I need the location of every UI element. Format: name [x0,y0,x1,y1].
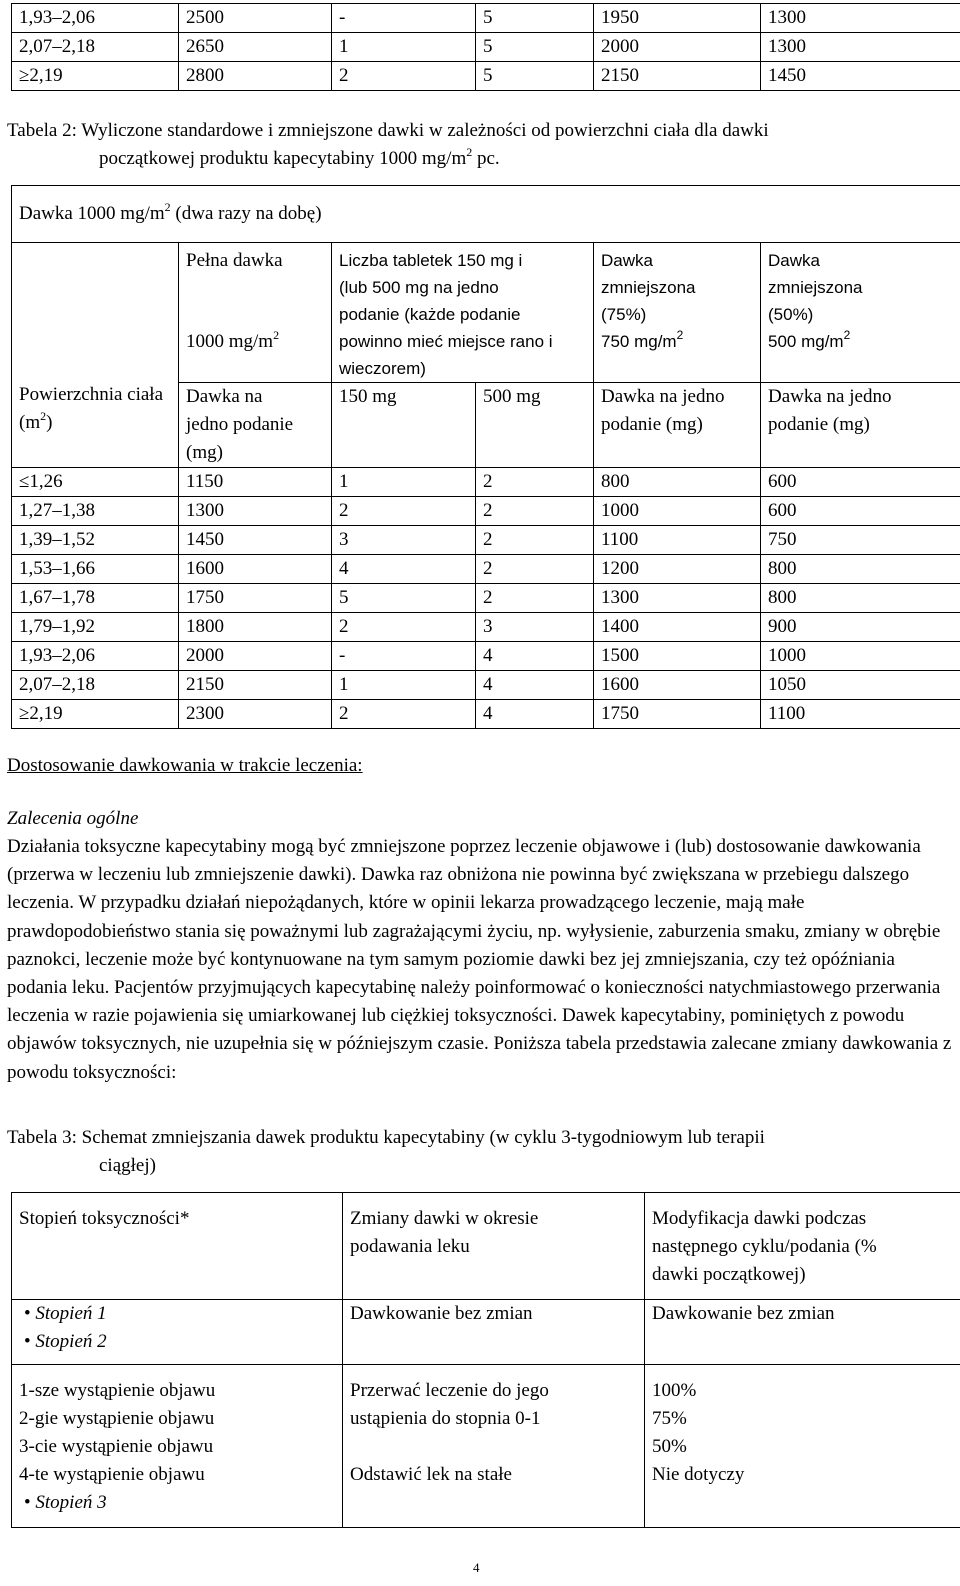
table-cell: 1300 [761,4,960,33]
page-number: 4 [473,1560,480,1575]
header-text: Pełna dawka [186,250,283,271]
table-cell: 1750 [594,700,761,729]
table-cell: 1300 [594,584,761,613]
header-text: Dawka na jedno podanie (mg) [601,386,725,435]
table-cell: 2000 [594,33,761,62]
change-cell: Dawkowanie bez zmian [343,1300,645,1365]
action-text: Odstawić lek na stałe [350,1464,512,1485]
table-cell: 2 [476,468,594,497]
caption-line [7,145,947,173]
header-text [186,328,331,356]
table-cell: 2500 [179,4,332,33]
header-bsa [12,243,179,468]
table-cell: 800 [594,468,761,497]
table-cell: 1950 [594,4,761,33]
table-cell: 2 [476,555,594,584]
header-text: ) [46,412,53,433]
percent: 100% [652,1380,697,1401]
table-cell: 2800 [179,62,332,91]
table-cell: 1450 [761,62,960,91]
table-cell: 1,39–1,52 [12,526,179,555]
header-150mg: 150 mg [332,383,476,468]
table1-continuation [11,3,960,91]
header-modification [645,1193,960,1300]
table-cell: 1200 [594,555,761,584]
header-text: Modyfikacja dawki podczas następnego cyklu/podania (% dawki początkowej) [652,1208,877,1285]
occurrence: 1-sze wystąpienie objawu [19,1380,216,1401]
table-cell: 1750 [179,584,332,613]
table-row [12,700,960,729]
table-cell: 1800 [179,613,332,642]
table-cell: 750 [761,526,960,555]
grade-label: Stopień 3 [35,1492,107,1513]
table-cell: 1000 [594,497,761,526]
header-row [12,243,960,383]
superscript: 2 [676,328,684,343]
table-cell: ≥2,19 [12,700,179,729]
header-changes [343,1193,645,1300]
title-text: Dawka 1000 mg/m [19,203,165,224]
table-cell: 1100 [761,700,960,729]
subheading: Zalecenia ogólne [7,808,139,829]
table-cell: ≥2,19 [12,62,179,91]
header-text [601,328,760,355]
superscript: 2 [40,408,47,423]
table-row [12,671,960,700]
header-full-dose [179,243,332,383]
table3-caption [7,1124,947,1180]
table-cell: 2650 [179,33,332,62]
body-paragraph: Działania toksyczne kapecytabiny mogą być zmniejszone poprzez leczenie objawowe i (lub) dostosowanie dawkowania (przerwa w leczeniu lub zmniejszenie dawki). Dawka raz obniżona nie powinna być zwiększana w przebiegu dalszego leczenia. W przypadku działań niepożądanych, które w opinii lekarza prowadzącego leczenie, mają małe prawdopodobieństwo stania się poważnymi lub zagrażającymi życiu, np. wyłysienie, zaburzenia smaku, zmiany w obrębie paznokci, leczenie może być kontynuowane na tym samym poziomie dawki bez jej zmniejszania, czy też opóźniania podania leku. Pacjentów przyjmujących kapecytabinę należy poinformować o konieczności natychmiastowego przerwania leczenia w razie pojawienia się umiarkowanej lub ciężkiej toksyczności. Dawek kapecytabiny, pominiętych z powodu objawów toksycznych, nie uzupełnia się w późniejszym czasie. Poniższa tabela przedstawia zalecane zmiany dawkowania z powodu toksyczności: [7,836,952,1083]
table-cell: 1400 [594,613,761,642]
table-cell: 1000 [761,642,960,671]
table-cell: 1050 [761,671,960,700]
header-row [12,1193,960,1300]
table-cell: 4 [476,700,594,729]
occurrence: 4-te wystąpienie objawu [19,1464,205,1485]
header-dose-per-75 [594,383,761,468]
table-cell: 2,07–2,18 [12,671,179,700]
table-cell: 1500 [594,642,761,671]
table-cell: 1,93–2,06 [12,4,179,33]
table-cell: 800 [761,584,960,613]
table-row [12,642,960,671]
table-cell: 2 [332,62,476,91]
table-cell: - [332,642,476,671]
bullet: • [24,1303,31,1324]
caption-text: początkowej produktu kapecytabiny 1000 mg/m [99,148,467,169]
table-cell: 2 [332,700,476,729]
header-500mg: 500 mg [476,383,594,468]
occurrence: 2-gie wystąpienie objawu [19,1408,215,1429]
grade-label: Stopień 1 [35,1303,107,1324]
table-title-row [12,186,960,243]
table-row [12,1300,960,1365]
table-cell: 2000 [179,642,332,671]
table-cell: 4 [476,642,594,671]
header-text: Dawka zmniejszona (75%) [601,251,696,324]
grade-cell [12,1300,343,1365]
table2-dose-table [11,185,960,729]
pct-cell [645,1365,960,1528]
modif-cell: Dawkowanie bez zmian [645,1300,960,1365]
table-cell: 1 [332,468,476,497]
table-cell: 1300 [761,33,960,62]
occurrence: 3-cie wystąpienie objawu [19,1436,214,1457]
table-cell: 600 [761,468,960,497]
occurrence-cell [12,1365,343,1528]
percent: 50% [652,1436,687,1457]
header-text: 500 mg/m [768,332,844,351]
table-row [12,555,960,584]
table-cell: 2 [332,613,476,642]
table-cell: 900 [761,613,960,642]
table-cell: 2150 [179,671,332,700]
header-text: Dawka zmniejszona (50%) [768,251,863,324]
table-row [12,33,960,62]
table-cell: 5 [476,4,594,33]
header-grade: Stopień toksyczności* [12,1193,343,1300]
table-cell: 1450 [179,526,332,555]
grade-label: Stopień 2 [35,1331,107,1352]
caption-line: ciągłej) [99,1155,156,1176]
header-text: 750 mg/m [601,332,677,351]
table3-dose-reduction [11,1192,960,1528]
table-cell: 1150 [179,468,332,497]
header-dose-per-50 [761,383,960,468]
table2-body [12,468,960,729]
header-dose-per [179,383,332,468]
table-cell: 1300 [179,497,332,526]
table-cell: 5 [332,584,476,613]
header-text: Powierzchnia ciała (m [19,384,164,433]
table-cell: 5 [476,33,594,62]
table-cell: 1600 [594,671,761,700]
table-cell: - [332,4,476,33]
caption-line: Tabela 2: Wyliczone standardowe i zmniejszone dawki w zależności od powierzchni ciała dla dawki [7,120,769,141]
table-cell: 600 [761,497,960,526]
table-row [12,62,960,91]
table-cell: 1,67–1,78 [12,584,179,613]
table2-caption [7,117,947,173]
header-text: Dawka na jedno podanie (mg) [768,386,892,435]
section-heading: Dostosowanie dawkowania w trakcie leczenia: [7,755,363,776]
table-title [12,186,960,243]
table-cell: 3 [332,526,476,555]
header-text: 1000 mg/m [186,331,274,352]
table-cell: 2,07–2,18 [12,33,179,62]
table-cell: 1 [332,33,476,62]
percent: Nie dotyczy [652,1464,745,1485]
percent: 75% [652,1408,687,1429]
table-cell: 2 [332,497,476,526]
table-cell: 1 [332,671,476,700]
table-cell: 4 [476,671,594,700]
header-text: Dawka na jedno podanie (mg) [186,386,294,463]
table-cell: 2 [476,497,594,526]
table-row [12,584,960,613]
table-cell: 1,93–2,06 [12,642,179,671]
table-cell: 2 [476,584,594,613]
action-cell [343,1365,645,1528]
header-reduced-50 [761,243,960,383]
bullet: • [24,1331,31,1352]
table-cell: 2150 [594,62,761,91]
table-cell: 2 [476,526,594,555]
table-cell: 4 [332,555,476,584]
superscript: 2 [164,199,171,214]
header-tablets: Liczba tabletek 150 mg i (lub 500 mg na jedno podanie (każde podanie powinno mieć miejsce rano i wieczorem) [332,243,594,383]
table-cell: 1100 [594,526,761,555]
superscript: 2 [466,144,473,159]
table-cell: 800 [761,555,960,584]
caption-text: pc. [472,148,500,169]
list-item [19,1489,342,1517]
table-cell: 5 [476,62,594,91]
table-row [12,4,960,33]
bullet: • [24,1492,31,1513]
table-cell: 2300 [179,700,332,729]
table-row [12,526,960,555]
superscript: 2 [843,328,851,343]
table-cell: 3 [476,613,594,642]
table-row [12,613,960,642]
superscript: 2 [273,327,280,342]
list-item [24,1328,342,1356]
table-cell: ≤1,26 [12,468,179,497]
action-text: Przerwać leczenie do jego ustąpienia do stopnia 0-1 [350,1380,549,1429]
table-row [12,497,960,526]
title-text: (dwa razy na dobę) [170,203,322,224]
table-row [12,468,960,497]
header-reduced-75 [594,243,761,383]
table-cell: 1600 [179,555,332,584]
header-text [768,328,960,355]
table-cell: 1,27–1,38 [12,497,179,526]
list-item [24,1300,342,1328]
table-cell: 1,79–1,92 [12,613,179,642]
table-row [12,1365,960,1528]
header-text: Zmiany dawki w okresie podawania leku [350,1208,539,1257]
caption-line: Tabela 3: Schemat zmniejszania dawek produktu kapecytabiny (w cyklu 3-tygodniowym lub terapii [7,1127,765,1148]
table-cell: 1,53–1,66 [12,555,179,584]
